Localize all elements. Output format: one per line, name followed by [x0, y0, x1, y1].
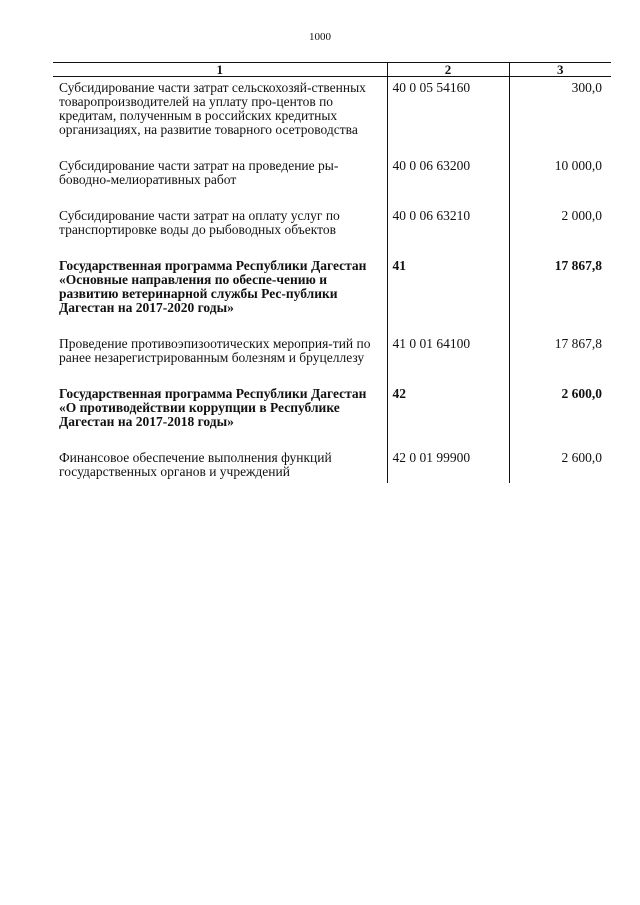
- row-amount: 2 600,0: [509, 387, 611, 451]
- column-header-1: 1: [53, 63, 387, 77]
- table-row-program: [53, 387, 611, 451]
- row-name: Государственная программа Республики Дагестан «О противодействии коррупции в Республике Дагестан на 2017-2018 годы»: [59, 386, 367, 429]
- row-code: 41 0 01 64100: [387, 337, 509, 387]
- row-name: Субсидирование части затрат на оплату услуг по транспортировке воды до рыбоводных объектов: [59, 208, 340, 237]
- page-number: 1000: [309, 31, 331, 43]
- table-row: [53, 159, 611, 209]
- row-name: Проведение противоэпизоотических мероприя-тий по ранее незарегистрированным болезням и бруцеллезу: [59, 336, 371, 365]
- budget-table: [53, 62, 611, 483]
- row-code: 42 0 01 99900: [387, 451, 509, 483]
- row-code: 42: [387, 387, 509, 451]
- table-row: [53, 77, 611, 160]
- row-code: 40 0 06 63210: [387, 209, 509, 259]
- row-name: Финансовое обеспечение выполнения функций государственных органов и учреждений: [59, 450, 332, 479]
- row-code: 40 0 06 63200: [387, 159, 509, 209]
- table-row: [53, 209, 611, 259]
- row-amount: 17 867,8: [509, 337, 611, 387]
- row-name: Субсидирование части затрат сельскохозяй-ственных товаропроизводителей на уплату про-центов по кредитам, полученным в российских кредитных организациях, на развитие товарного осетроводства: [59, 80, 366, 137]
- row-name: Государственная программа Республики Дагестан «Основные направления по обеспе-чению и развитию ветеринарной службы Рес-публики Дагестан на 2017-2020 годы»: [59, 258, 367, 315]
- row-amount: 10 000,0: [509, 159, 611, 209]
- row-amount: 300,0: [509, 77, 611, 160]
- row-code: 41: [387, 259, 509, 337]
- table-row: [53, 337, 611, 387]
- row-amount: 2 600,0: [509, 451, 611, 483]
- table-row-program: [53, 259, 611, 337]
- column-header-3: 3: [509, 63, 611, 77]
- row-amount: 17 867,8: [509, 259, 611, 337]
- column-header-2: 2: [387, 63, 509, 77]
- table-row: [53, 451, 611, 483]
- table-header-row: [53, 63, 611, 77]
- row-name: Субсидирование части затрат на проведение ры-боводно-мелиоративных работ: [59, 158, 339, 187]
- row-amount: 2 000,0: [509, 209, 611, 259]
- row-code: 40 0 05 54160: [387, 77, 509, 160]
